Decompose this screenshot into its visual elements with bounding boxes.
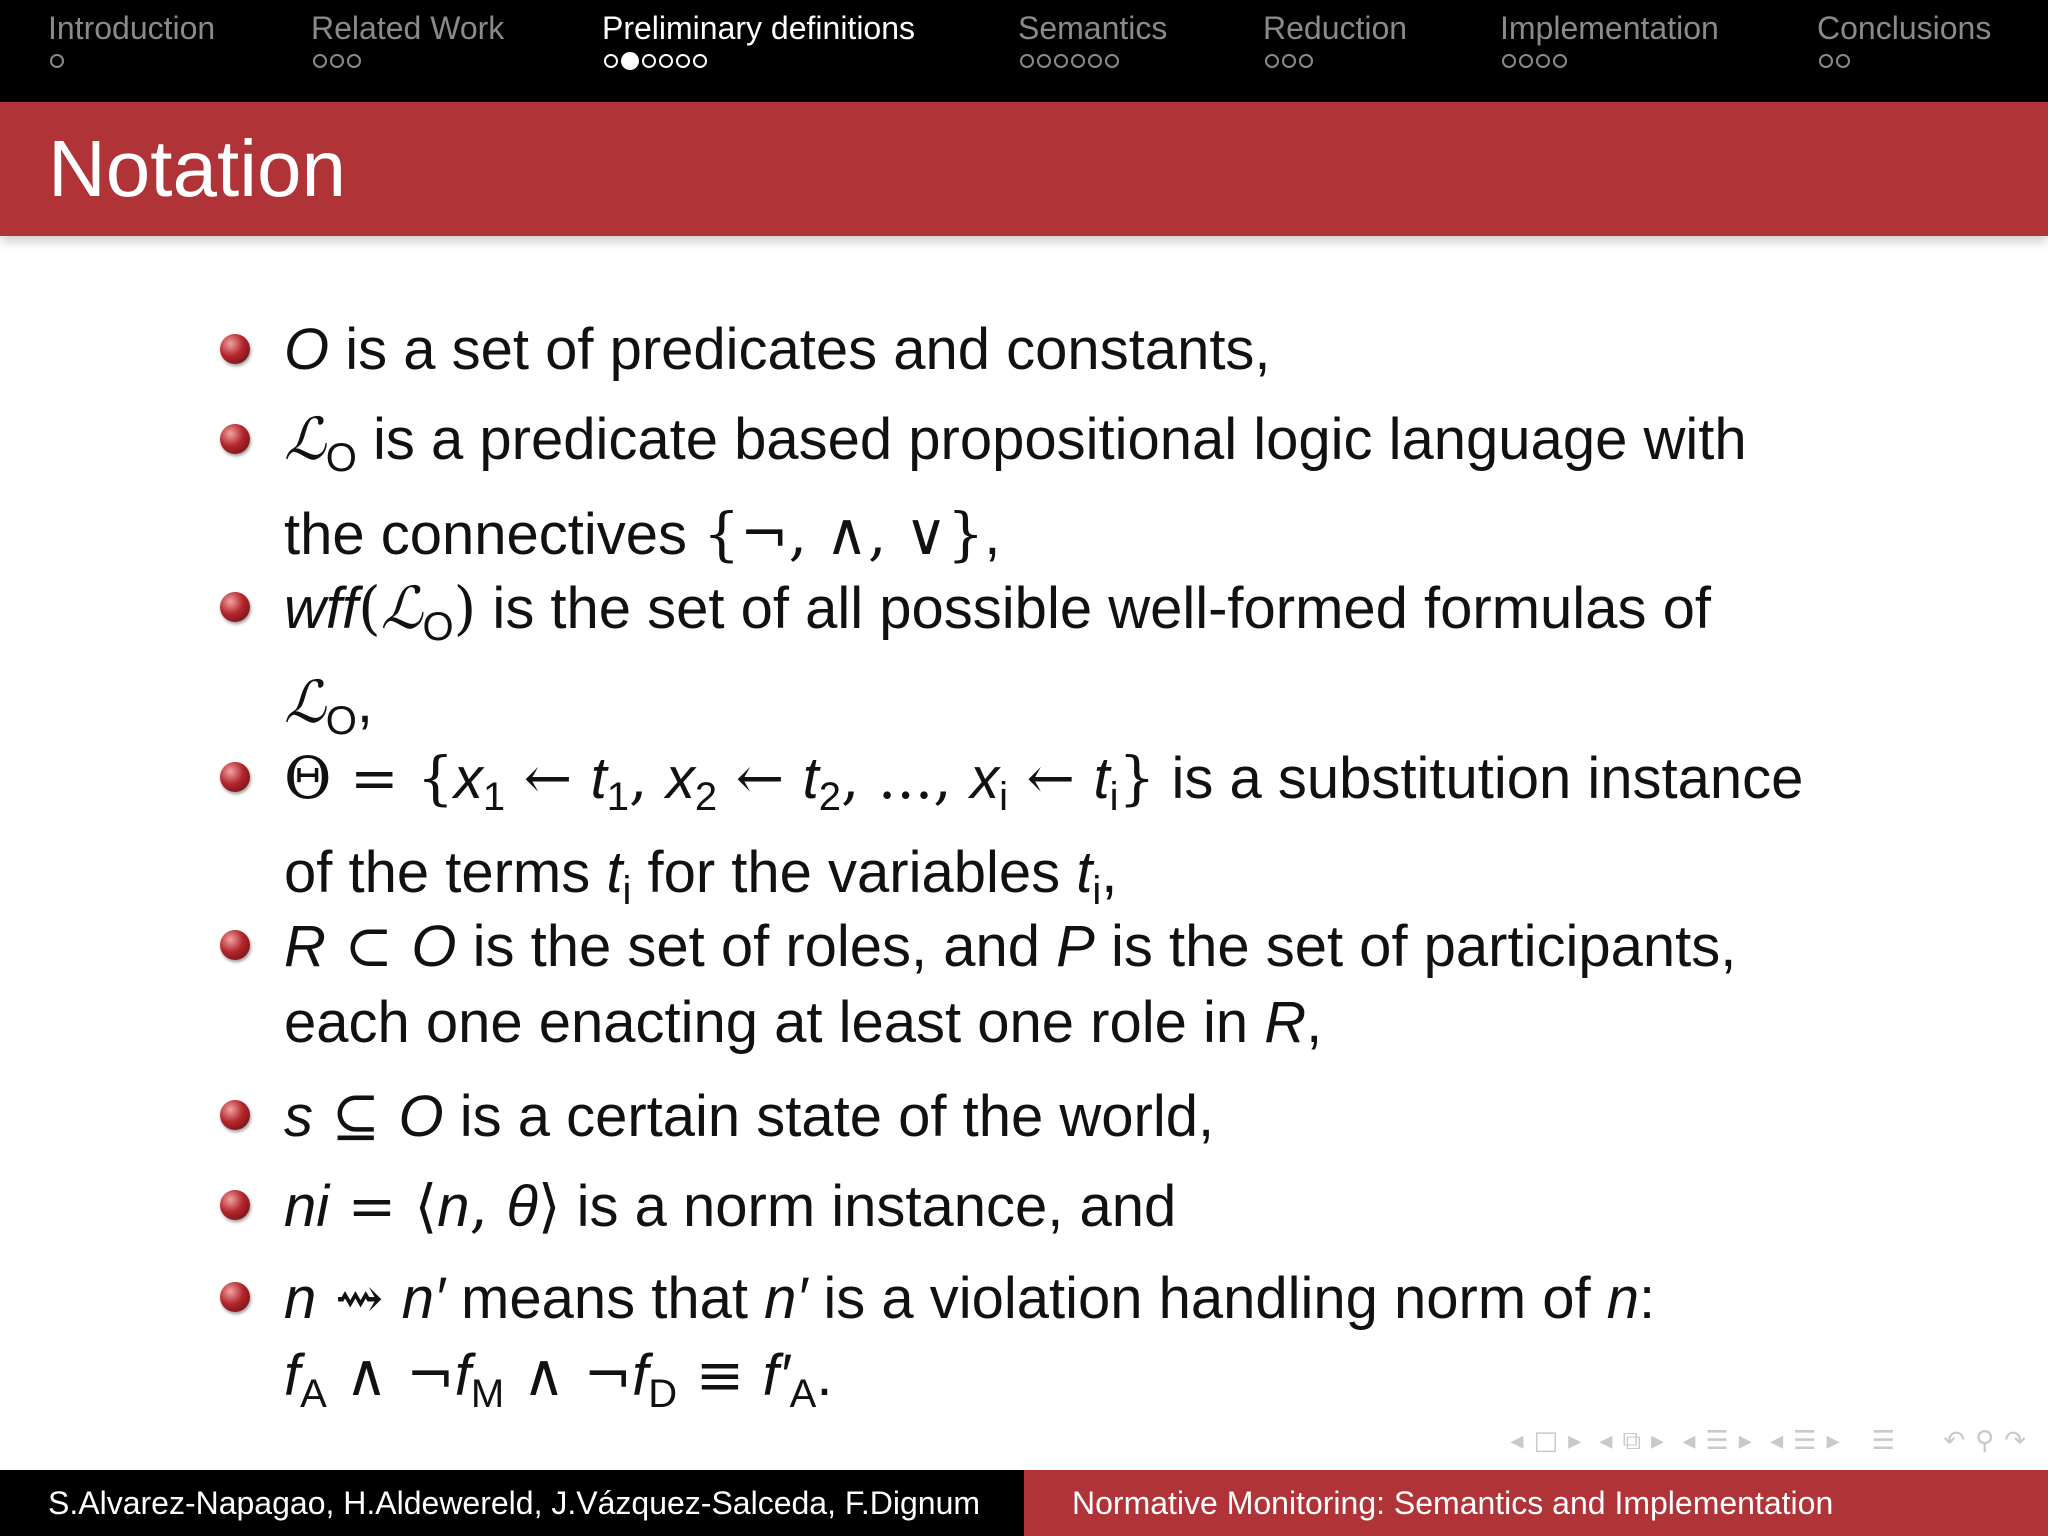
forward-icon[interactable]: ↷ xyxy=(2004,1426,2026,1456)
math-symbol: n xyxy=(1606,1266,1640,1331)
text-segment: each one enacting at least one role in xyxy=(284,990,1265,1055)
math-symbol: f xyxy=(284,1343,301,1408)
nav-section-label: Implementation xyxy=(1500,10,1719,46)
math-symbol: t xyxy=(590,746,607,811)
math-symbol: O xyxy=(284,317,330,382)
nav-frame-dot[interactable] xyxy=(1088,54,1102,68)
subscript: M xyxy=(470,1372,505,1416)
nav-frame-dot[interactable] xyxy=(1282,54,1296,68)
subscript: A xyxy=(789,1372,817,1416)
nav-section-dots[interactable] xyxy=(311,52,504,78)
math-symbol: ∧ ¬ xyxy=(504,1341,633,1409)
math-symbol: ← xyxy=(1007,744,1094,812)
document-prev-icon[interactable]: ◂ xyxy=(1770,1426,1784,1456)
math-symbol: ⇝ xyxy=(316,1264,402,1332)
math-symbol: ℒ xyxy=(284,670,326,735)
text-line xyxy=(284,740,1904,835)
bullet-icon xyxy=(220,334,250,364)
math-symbol: R xyxy=(1264,990,1307,1055)
text-segment: . xyxy=(816,1343,833,1408)
text-line xyxy=(284,570,1904,665)
nav-section-dots[interactable] xyxy=(1500,52,1719,78)
math-symbol: n xyxy=(437,1174,470,1239)
document-next-icon[interactable]: ▸ xyxy=(1826,1426,1840,1456)
text-segment: is a norm instance, and xyxy=(560,1174,1177,1239)
nav-frame-dot[interactable] xyxy=(1819,54,1833,68)
text-segment: is a violation handling norm of xyxy=(807,1266,1607,1331)
nav-section-label: Introduction xyxy=(48,10,216,46)
math-symbol: x xyxy=(665,746,695,811)
text-segment: is a certain state of the world, xyxy=(443,1084,1215,1149)
text-segment: of the terms xyxy=(284,840,607,905)
math-symbol: ni xyxy=(284,1174,330,1239)
text-line xyxy=(284,908,1904,985)
nav-frame-dot[interactable] xyxy=(676,54,690,68)
nav-frame-dot[interactable] xyxy=(1553,54,1567,68)
text-segment: : xyxy=(1639,1266,1656,1331)
subscript: O xyxy=(325,699,357,743)
math-symbol: O xyxy=(398,1084,444,1149)
nav-frame-dot[interactable] xyxy=(604,54,618,68)
nav-section-dots[interactable] xyxy=(1018,52,1167,78)
text-segment: is the set of all possible well-formed formulas of xyxy=(476,576,1711,641)
math-symbol: ℒ xyxy=(380,576,423,641)
nav-section-introduction[interactable] xyxy=(48,8,215,78)
nav-frame-dot[interactable] xyxy=(330,54,344,68)
math-symbol: , xyxy=(469,1172,507,1240)
list-item-text xyxy=(284,570,1904,759)
math-symbol: t xyxy=(1093,746,1110,811)
text-line xyxy=(284,1260,1904,1337)
bullet-icon xyxy=(220,1100,250,1130)
subscript: 1 xyxy=(606,775,630,819)
math-symbol: f′ xyxy=(762,1343,790,1408)
subscript: i xyxy=(999,775,1008,819)
nav-section-label: Related Work xyxy=(311,10,505,46)
text-segment: for the variables xyxy=(631,840,1077,905)
math-symbol: = ⟨ xyxy=(329,1172,438,1240)
nav-frame-dot[interactable] xyxy=(1071,54,1085,68)
math-symbol: } xyxy=(1118,744,1156,812)
nav-section-label: Reduction xyxy=(1263,10,1408,46)
math-symbol: f xyxy=(632,1343,649,1408)
subscript: O xyxy=(325,436,357,480)
nav-frame-dot[interactable] xyxy=(1105,54,1119,68)
nav-frame-dot[interactable] xyxy=(1536,54,1550,68)
nav-section-conclusions[interactable] xyxy=(1817,8,1991,78)
nav-frame-dot[interactable] xyxy=(1020,54,1034,68)
text-segment: the connectives xyxy=(284,502,704,567)
text-line xyxy=(284,1337,1904,1432)
math-symbol: s xyxy=(284,1084,313,1149)
math-symbol: ( xyxy=(358,574,381,642)
list-item-text xyxy=(284,312,1904,388)
text-segment: , xyxy=(1101,840,1118,905)
nav-frame-dot[interactable] xyxy=(1265,54,1279,68)
nav-section-dots[interactable] xyxy=(1263,52,1407,78)
math-symbol: , xyxy=(629,744,666,812)
math-symbol: n xyxy=(284,1266,317,1331)
text-line xyxy=(284,496,1904,573)
nav-frame-dot[interactable] xyxy=(313,54,327,68)
subscript: i xyxy=(622,869,632,913)
footer-short-title: Normative Monitoring: Semantics and Implementation xyxy=(1024,1470,2048,1536)
nav-frame-dot[interactable] xyxy=(642,54,656,68)
math-symbol: ⊂ xyxy=(325,912,412,980)
bullet-icon xyxy=(220,930,250,960)
footer-authors: S.Alvarez-Napagao, H.Aldewereld, J.Vázquez-Salceda, F.Dignum xyxy=(0,1470,1024,1536)
list-item-text xyxy=(284,908,1904,1061)
list-item-text xyxy=(284,402,1904,573)
text-segment: , xyxy=(356,670,374,735)
toc-icon[interactable]: ☰ xyxy=(1871,1426,1896,1456)
frame-prev-icon[interactable]: ◂ xyxy=(1510,1426,1524,1456)
nav-section-dots[interactable] xyxy=(1817,52,1991,78)
beamer-navigation-symbols xyxy=(1500,1426,2026,1456)
text-segment: is a set of predicates and constants, xyxy=(329,317,1271,382)
math-symbol: ∧ ¬ xyxy=(326,1341,455,1409)
text-segment: is the set of participants, xyxy=(1094,914,1737,979)
text-line xyxy=(284,1078,1904,1155)
footline xyxy=(0,1470,2048,1536)
subscript: A xyxy=(300,1372,327,1416)
math-symbol: ← xyxy=(717,744,803,812)
nav-frame-dot[interactable] xyxy=(1054,54,1068,68)
nav-section-label: Conclusions xyxy=(1817,10,1992,46)
nav-section-semantics[interactable] xyxy=(1018,8,1167,78)
nav-frame-dot[interactable] xyxy=(659,54,673,68)
subsection-next-icon[interactable]: ▸ xyxy=(1651,1426,1665,1456)
math-symbol: n′ xyxy=(764,1266,808,1331)
math-symbol: ℒ xyxy=(284,407,326,472)
subscript: O xyxy=(422,605,454,649)
list-item-text xyxy=(284,740,1904,929)
nav-section-label: Semantics xyxy=(1018,10,1168,46)
frame-next-icon[interactable]: ▸ xyxy=(1568,1426,1582,1456)
bullet-icon xyxy=(220,424,250,454)
text-line xyxy=(284,312,1904,388)
text-segment: , xyxy=(984,502,1001,567)
math-symbol: x xyxy=(453,746,483,811)
list-item-text xyxy=(284,1260,1904,1432)
math-symbol: ⊆ xyxy=(313,1082,399,1150)
text-line xyxy=(284,1168,1904,1245)
math-symbol: {¬, ∧, ∨} xyxy=(703,500,985,568)
math-symbol: P xyxy=(1056,914,1095,979)
nav-frame-dot[interactable] xyxy=(1502,54,1516,68)
nav-frame-dot[interactable] xyxy=(1519,54,1533,68)
text-segment: is a substitution instance xyxy=(1155,746,1804,811)
math-symbol: O xyxy=(411,914,457,979)
section-navigation-bar xyxy=(0,0,2048,102)
math-symbol: R xyxy=(284,914,326,979)
subscript: 1 xyxy=(482,775,506,819)
math-symbol: ≡ xyxy=(677,1341,763,1409)
frame-icon[interactable]: □ xyxy=(1533,1426,1559,1456)
document-icon[interactable]: ☰ xyxy=(1793,1426,1817,1456)
subscript: D xyxy=(648,1372,678,1416)
search-icon[interactable]: ⚲ xyxy=(1975,1426,1995,1456)
math-symbol: t xyxy=(802,746,819,811)
math-symbol: f xyxy=(454,1343,471,1408)
nav-frame-dot[interactable] xyxy=(347,54,361,68)
text-segment: , xyxy=(1306,990,1323,1055)
subsection-icon[interactable]: ⧉ xyxy=(1622,1426,1642,1456)
nav-frame-dot[interactable] xyxy=(1037,54,1051,68)
subsection-prev-icon[interactable]: ◂ xyxy=(1599,1426,1613,1456)
bullet-icon xyxy=(220,1190,250,1220)
math-symbol: x xyxy=(970,746,1000,811)
math-symbol: Θ = { xyxy=(284,744,454,812)
back-icon[interactable]: ↶ xyxy=(1943,1426,1966,1456)
bullet-icon xyxy=(220,762,250,792)
math-symbol: ← xyxy=(505,744,591,812)
text-segment: is the set of roles, and xyxy=(456,914,1057,979)
text-segment: is a predicate based propositional logic language with xyxy=(356,407,1747,472)
nav-frame-dot[interactable] xyxy=(693,54,707,68)
nav-frame-dot[interactable] xyxy=(50,54,64,68)
math-symbol: , ..., xyxy=(841,744,971,812)
subscript: i xyxy=(1109,775,1119,819)
text-segment: means that xyxy=(444,1266,765,1331)
frame-title: Notation xyxy=(48,124,346,213)
subscript: i xyxy=(1092,869,1102,913)
subscript: 2 xyxy=(818,775,842,819)
nav-section-label: Preliminary definitions xyxy=(602,10,916,46)
section-next-icon[interactable]: ▸ xyxy=(1738,1426,1752,1456)
nav-section-dots[interactable] xyxy=(602,52,915,78)
text-line xyxy=(284,985,1904,1061)
nav-frame-dot[interactable] xyxy=(1836,54,1850,68)
bullet-icon xyxy=(220,1282,250,1312)
math-symbol: n′ xyxy=(401,1266,445,1331)
nav-frame-dot-current[interactable] xyxy=(621,52,639,70)
section-prev-icon[interactable]: ◂ xyxy=(1682,1426,1696,1456)
nav-section-related-work[interactable] xyxy=(311,8,504,78)
math-symbol: wff xyxy=(284,576,359,641)
list-item-text xyxy=(284,1168,1904,1245)
nav-section-reduction[interactable] xyxy=(1263,8,1407,78)
bullet-icon xyxy=(220,592,250,622)
nav-section-implementation[interactable] xyxy=(1500,8,1719,78)
subscript: 2 xyxy=(694,775,718,819)
nav-section-preliminary-definitions[interactable] xyxy=(602,8,915,78)
nav-section-dots[interactable] xyxy=(48,52,215,78)
section-icon[interactable]: ☰ xyxy=(1705,1426,1729,1456)
list-item-text xyxy=(284,1078,1904,1155)
math-symbol: t xyxy=(1076,840,1093,905)
math-symbol: t xyxy=(606,840,623,905)
math-symbol: ) xyxy=(453,574,477,642)
frame-title-bar xyxy=(0,102,2048,236)
math-symbol: ⟩ xyxy=(537,1172,561,1240)
text-line xyxy=(284,402,1904,496)
math-symbol: θ xyxy=(506,1174,538,1239)
nav-frame-dot[interactable] xyxy=(1299,54,1313,68)
